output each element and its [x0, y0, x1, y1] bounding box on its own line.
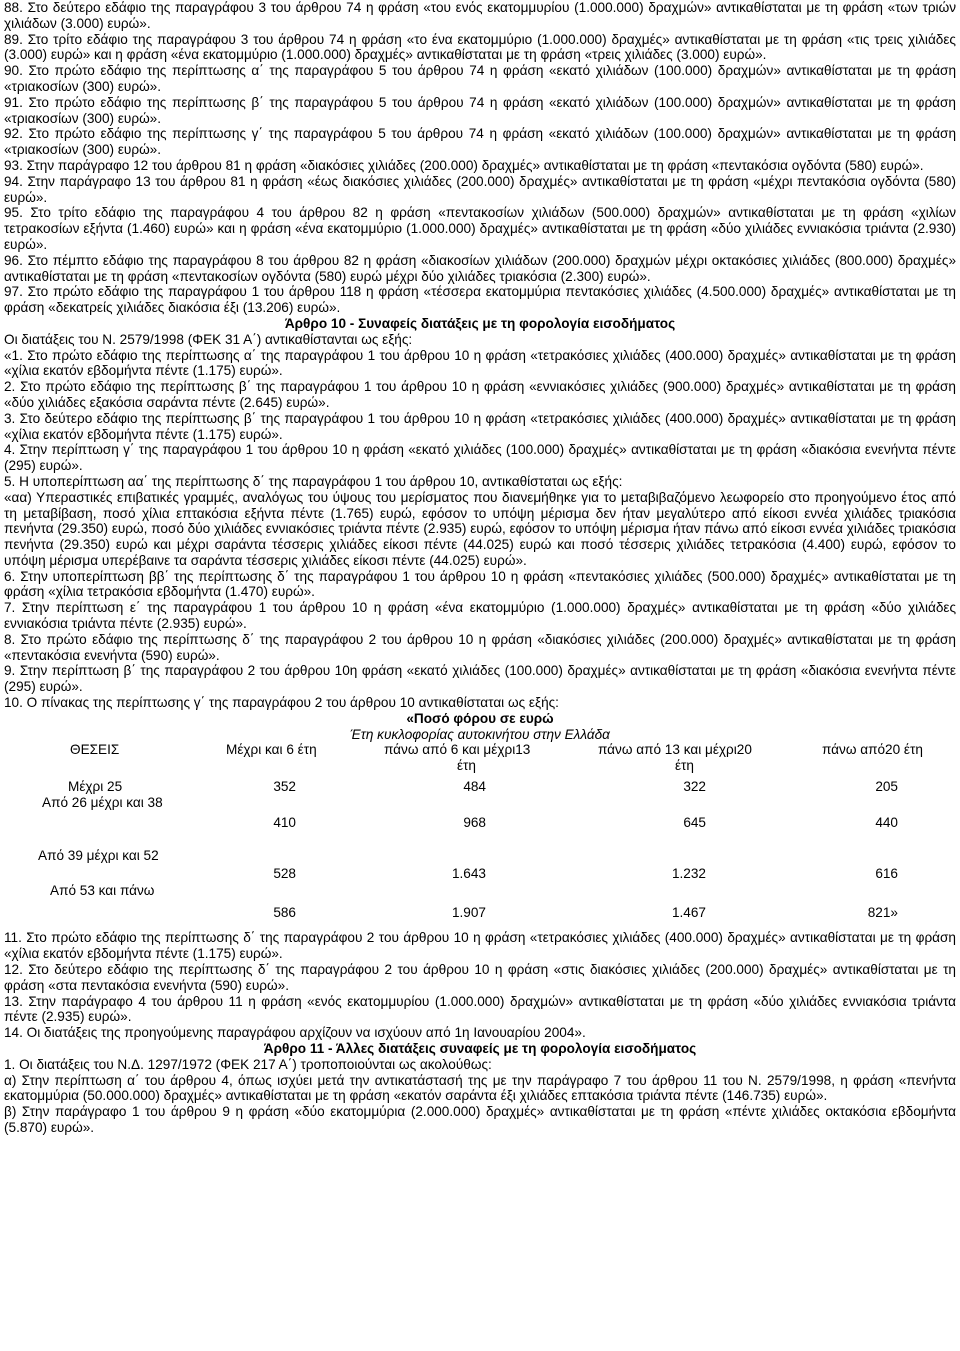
article-10-heading: Άρθρο 10 - Συναφείς διατάξεις με τη φορολογία εισοδήματος — [284, 315, 676, 331]
table-cell: 440 — [875, 815, 898, 831]
row-label-39to52: Από 39 μέχρι και 52 — [38, 848, 159, 864]
article-10-intro: Οι διατάξεις του Ν. 2579/1998 (ΦΕΚ 31 Α΄) αντικαθίστανται ως εξής: — [4, 331, 413, 347]
row-label-upto25: Μέχρι 25 — [68, 779, 123, 795]
article-10-paragraph: 2. Στο πρώτο εδάφιο της περίπτωσης β΄ της παραγράφου 1 του άρθρου 10 η φράση «εννιακόσιες χιλιάδες (900.000) δραχμές» αντικαθίσταται με τη φράση «δύο χιλιάδες εξακόσια σαράντα πέντε (2.645) ευρώ». — [4, 379, 956, 410]
amendments-list — [4, 0, 956, 316]
row-label-53plus: Από 53 και πάνω — [50, 883, 155, 899]
table-cell: 1.232 — [671, 866, 706, 882]
table-cell: 410 — [273, 815, 296, 831]
amendment-paragraph: 96. Στο πέμπτο εδάφιο της παραγράφου 8 του άρθρου 82 η φράση «διακοσίων χιλιάδων (200.000) δραχμών μέχρι οκτακόσιες χιλιάδες (800.000) δραχμές» αντικαθίσταται με τη φράση «πεντακοσίων ογδόντα (580) ευρώ μέχρι δύο χιλιάδες τριακόσια (2.300) ευρώ». — [4, 252, 956, 284]
amendment-paragraph: 92. Στο πρώτο εδάφιο της περίπτωσης γ΄ της παραγράφου 5 του άρθρου 74 η φράση «εκατό χιλιάδων (100.000) δραχμών» αντικαθίσταται με τη φράση «τριακοσίων (300) ευρώ». — [4, 126, 956, 158]
table-cell: 616 — [875, 866, 898, 882]
amendment-paragraph: 88. Στο δεύτερο εδάφιο της παραγράφου 3 του άρθρου 74 η φράση «του ενός εκατομμυρίου (1.000.000) δραχμών» αντικαθίσταται με τη φράση «των τριών χιλιάδων (3.000) ευρώ». — [4, 0, 956, 31]
amendment-paragraph: 89. Στο τρίτο εδάφιο της παραγράφου 3 του άρθρου 74 η φράση «το ένα εκατομμύριο (1.000.000) δραχμές» αντικαθίσταται με τη φράση «τις τρεις χιλιάδες (3.000) ευρώ» και η φράση «ένα εκατομμύριο (1.000.000) δραχμές» αντικαθίσταται με τη φράση «τρεις χιλιάδες (3.000) ευρώ». — [4, 31, 956, 63]
table-cell: 586 — [273, 905, 296, 921]
article-10-paragraphs — [4, 348, 956, 711]
table-cell: 1.643 — [451, 866, 486, 882]
amendment-paragraph: 12. Στο δεύτερο εδάφιο της περίπτωσης δ΄ της παραγράφου 2 του άρθρου 10 η φράση «στις διακόσιες χιλιάδες (200.000) δραχμές» αντικαθίσταται με τη φράση «στα πεντακόσια ενενήντα (590) ευρώ». — [4, 962, 956, 993]
amendment-paragraph: 97. Στο πρώτο εδάφιο της παραγράφου 1 του άρθρου 118 η φράση «τέσσερα εκατομμύρια πεντακόσιες χιλιάδες (4.500.000) δραχμές» αντικαθίσταται με τη φράση «δεκατρείς χιλιάδες διακόσια έξι (13.206) ευρώ». — [4, 284, 956, 316]
amendment-paragraph: 13. Στην παράγραφο 4 του άρθρου 11 η φράση «ενός εκατομμυρίου (1.000.000) δραχμών» αντικαθίσταται με τη φράση «δύο χιλιάδες εννιακόσια τριάντα πέντε (2.935) ευρώ». — [4, 993, 956, 1025]
post-table-paragraphs — [4, 930, 956, 1041]
row-label-26to38: Από 26 μέχρι και 38 — [42, 795, 163, 811]
table-cell: 821» — [867, 905, 898, 921]
article-10-paragraph: «αα) Υπεραστικές επιβατικές γραμμές, αναλόγως του ύψους του μερίσματος που διανεμήθηκε για το μεταβιβαζόμενο λεωφορείο στο προηγούμενο έτος από τη μεταβίβαση, ποσό χίλια επτακόσια εξήντα πέντε (1.765) ευρώ, εφόσον το υπόψη μέρισμα δεν ήταν μεγαλύτερο από είκοσι εννέα χιλιάδες τριακόσια πενήντα (29.350) ευρώ, ποσό δύο χιλιάδες εννιακόσιες τριάντα πέντε (2.935) ευρώ, εφόσον το υπόψη μέρισμα ήταν πάνω από είκοσι εννέα χιλιάδες τριακόσια πενήντα (29.350) ευρώ και μέχρι σαράντα τέσσερις χιλιάδες είκοσι πέντε (44.025) ευρώ και ποσό τέσσερις χιλιάδες τετρακόσια (4.400) ευρώ, εφόσον το υπόψη μέρισμα υπερέβαινε τα σαράντα τέσσερις χιλιάδες είκοσι πέντε (44.025) ευρώ». — [4, 489, 956, 568]
amendment-paragraph: 14. Οι διατάξεις της προηγούμενης παραγράφου αρχίζουν να ισχύουν από 1η Ιανουαρίου 2004». — [4, 1025, 586, 1041]
article-11-paragraphs — [4, 1057, 956, 1136]
table-cell: 968 — [463, 815, 486, 831]
table-header-positions: ΘΕΣΕΙΣ — [70, 742, 120, 758]
table-header-over20: πάνω από20 έτη — [822, 742, 923, 758]
article-10-paragraph: 5. Η υποπερίπτωση αα΄ της περίπτωσης δ΄ της παραγράφου 1 του άρθρου 10, αντικαθίσταται ως εξής: — [4, 473, 623, 489]
table-header-13to20-cont: έτη — [675, 758, 694, 774]
article-11-heading: Άρθρο 11 - Άλλες διατάξεις συναφείς με τη φορολογία εισοδήματος — [263, 1041, 697, 1057]
amendment-paragraph: 91. Στο πρώτο εδάφιο της περίπτωσης β΄ της παραγράφου 5 του άρθρου 74 η φράση «εκατό χιλιάδων (100.000) δραχμών» αντικαθίσταται με τη φράση «τριακοσίων (300) ευρώ». — [4, 94, 956, 126]
article-10-paragraph: 10. Ο πίνακας της περίπτωσης γ΄ της παραγράφου 2 του άρθρου 10 αντικαθίσταται ως εξής: — [4, 695, 559, 711]
table-cell: 205 — [875, 779, 898, 795]
tax-table — [4, 742, 956, 930]
table-subtitle: Έτη κυκλοφορίας αυτοκινήτου στην Ελλάδα — [350, 726, 610, 742]
article-10-paragraph: 6. Στην υποπερίπτωση ββ΄ της περίπτωσης δ΄ της παραγράφου 1 του άρθρου 10 η φράση «πεντακόσιες χιλιάδες (500.000) δραχμές» αντικαθίσταται με τη φράση «χίλια τετρακόσια εβδομήντα (1.470) ευρώ». — [4, 568, 956, 600]
amendment-paragraph: 93. Στην παράγραφο 12 του άρθρου 81 η φράση «διακόσιες χιλιάδες (200.000) δραχμές» αντικαθίσταται με τη φράση «πεντακόσια ογδόντα (580) ευρώ». — [4, 157, 924, 173]
article-10-paragraph: 7. Στην περίπτωση ε΄ της παραγράφου 1 του άρθρου 10 η φράση «ένα εκατομμύριο (1.000.000) δραχμές» αντικαθίσταται με τη φράση «δύο χιλιάδες εννιακόσια τριάντα πέντε (2.935) ευρώ». — [4, 600, 956, 632]
article-11-paragraph: 1. Οι διατάξεις του Ν.Δ. 1297/1972 (ΦΕΚ 217 Α΄) τροποποιούνται ως ακολούθως: — [4, 1056, 492, 1072]
table-header-6to13-cont: έτη — [457, 758, 476, 774]
amendment-paragraph: 94. Στην παράγραφο 13 του άρθρου 81 η φράση «έως διακόσιες χιλιάδες (200.000) δραχμές» αντικαθίσταται με τη φράση «μέχρι πεντακόσια ογδόντα (580) ευρώ». — [4, 173, 956, 205]
table-header-upto6: Μέχρι και 6 έτη — [226, 742, 317, 758]
table-header-6to13: πάνω από 6 και μέχρι13 — [384, 742, 531, 758]
amendment-paragraph: 90. Στο πρώτο εδάφιο της περίπτωσης α΄ της παραγράφου 5 του άρθρου 74 η φράση «εκατό χιλιάδων (100.000) δραχμών» αντικαθίσταται με τη φράση «τριακοσίων (300) ευρώ». — [4, 63, 956, 94]
amendment-paragraph: 11. Στο πρώτο εδάφιο της περίπτωσης δ΄ της παραγράφου 2 του άρθρου 10 η φράση «τετρακόσιες χιλιάδες (400.000) δραχμές» αντικαθίσταται με τη φράση «χίλια εκατόν εβδομήντα πέντε (1.175) ευρώ». — [4, 930, 956, 962]
table-cell: 352 — [273, 779, 296, 795]
article-10-paragraph: 8. Στο πρώτο εδάφιο της περίπτωσης δ΄ της παραγράφου 2 του άρθρου 10 η φράση «διακόσιες χιλιάδες (200.000) δραχμές» αντικαθίσταται με τη φράση «πεντακόσια ενενήντα (590) ευρώ». — [4, 631, 956, 663]
amendment-paragraph: 95. Στο τρίτο εδάφιο της παραγράφου 4 του άρθρου 82 η φράση «πεντακοσίων χιλιάδων (500.000) δραχμών» αντικαθίσταται με τη φράση «χιλίων τετρακοσίων εξήντα (1.460) ευρώ» και η φράση «ένα εκατομμύριο (1.000.000) δραχμές» αντικαθίσταται με τη φράση «δύο χιλιάδες εννιακόσια τριάντα (2.930) ευρώ». — [4, 205, 956, 252]
article-10-paragraph: 9. Στην περίπτωση β΄ της παραγράφου 2 του άρθρου 10η φράση «εκατό χιλιάδες (100.000) δραχμές» αντικαθίσταται με τη φράση «διακόσια ενενήντα πέντε (295) ευρώ». — [4, 663, 956, 695]
table-header-13to20: πάνω από 13 και μέχρι20 — [598, 742, 752, 758]
table-cell: 1.467 — [671, 905, 706, 921]
table-cell: 322 — [683, 779, 706, 795]
article-11-paragraph: β) Στην παράγραφο 1 του άρθρου 9 η φράση «δύο εκατομμύρια (2.000.000) δραχμές» αντικαθίσταται με τη φράση «πέντε χιλιάδες οκτακόσια εβδομήντα (5.870) ευρώ». — [4, 1104, 956, 1136]
table-cell: 528 — [273, 866, 296, 882]
article-10-paragraph: 4. Στην περίπτωση γ΄ της παραγράφου 1 του άρθρου 10 η φράση «εκατό χιλιάδες (100.000) δραχμές» αντικαθίσταται με τη φράση «διακόσια ενενήντα πέντε (295) ευρώ». — [4, 442, 956, 474]
article-10-paragraph: «1. Στο πρώτο εδάφιο της περίπτωσης α΄ της παραγράφου 1 του άρθρου 10 η φράση «τετρακόσιες χιλιάδες (400.000) δραχμές» αντικαθίσταται με τη φράση «χίλια εκατόν εβδομήντα πέντε (1.175) ευρώ». — [4, 347, 956, 379]
table-cell: 484 — [463, 779, 486, 795]
table-title: «Ποσό φόρου σε ευρώ — [406, 710, 554, 726]
article-10-paragraph: 3. Στο δεύτερο εδάφιο της περίπτωσης β΄ της παραγράφου 1 του άρθρου 10 η φράση «τετρακόσιες χιλιάδες (400.000) δραχμές» αντικαθίσταται με τη φράση «χίλια εκατόν εβδομήντα πέντε (1.175) ευρώ». — [4, 410, 956, 442]
table-cell: 645 — [683, 815, 706, 831]
article-11-paragraph: α) Στην περίπτωση α΄ του άρθρου 4, όπως ισχύει μετά την αντικατάστασή της με την παράγραφο 7 του άρθρου 11 του Ν. 2579/1998, η φράση «πενήντα εκατομμύρια (50.000.000) δραχμές» αντικαθίσταται με τη φράση «εκατόν σαράντα έξι χιλιάδες επτακόσια τριάντα πέντε (146.735) ευρώ». — [4, 1072, 956, 1104]
table-cell: 1.907 — [451, 905, 486, 921]
